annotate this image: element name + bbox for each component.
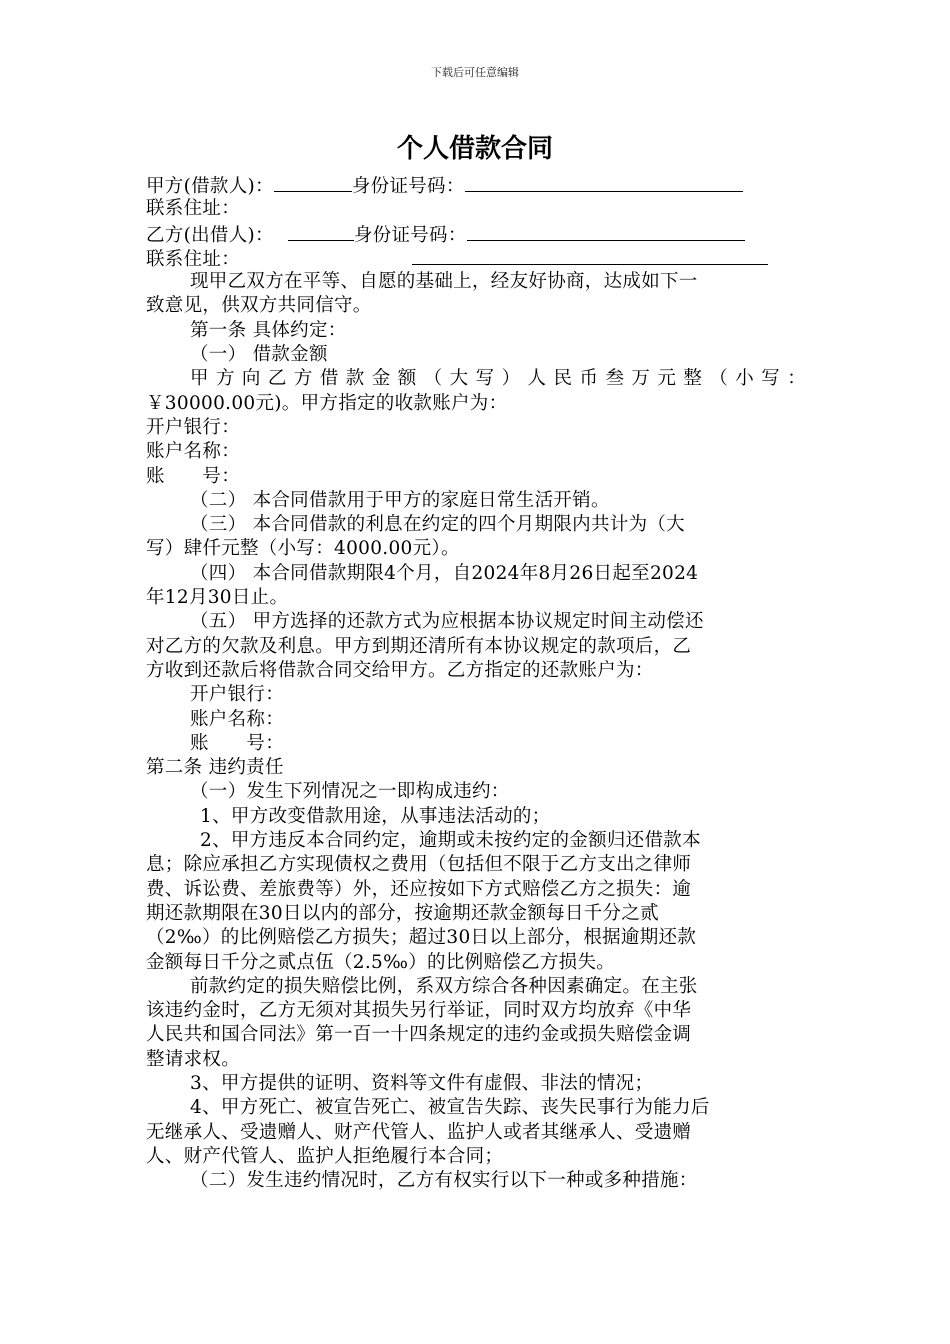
paragraph-line: 对乙方的欠款及利息。甲方到期还清所有本协议规定的款项后，乙: [146, 635, 692, 657]
address-2-label: 联系住址：: [146, 248, 241, 270]
field-label: 账 号：: [190, 732, 285, 754]
party-a-id-label: 身份证号码：: [351, 176, 465, 197]
paragraph-line: 甲方向乙方借款金额（大写）人民币叁万元整（小写：: [190, 368, 806, 390]
paragraph-line: 写）肆仟元整（小写：4000.00元）。: [146, 538, 460, 560]
paragraph-line: 金额每日千分之贰点伍（2.5‰）的比例赔偿乙方损失。: [146, 951, 616, 973]
party-a-id-blank: [465, 173, 743, 192]
address-line-1: 联系住址：: [146, 198, 241, 220]
paragraph-line: 无继承人、受遗赠人、财产代管人、监护人或者其继承人、受遗赠: [146, 1121, 692, 1143]
paragraph-line: 现甲乙双方在平等、自愿的基础上，经友好协商，达成如下一: [190, 271, 698, 293]
field-label: 开户银行：: [146, 416, 241, 438]
paragraph-line: 期还款期限在30日以内的部分，按逾期还款金额每日千分之贰: [146, 902, 659, 924]
section-heading: （二）发生违约情况时，乙方有权实行以下一种或多种措施：: [190, 1170, 698, 1192]
list-item: 3、甲方提供的证明、资料等文件有虚假、非法的情况；: [190, 1072, 654, 1094]
paragraph-line: 方收到还款后将借款合同交给甲方。乙方指定的还款账户为：: [146, 659, 654, 681]
party-b-label: 乙方(出借人)：: [146, 224, 274, 246]
party-a-line: [146, 173, 806, 197]
paragraph-line: 费、诉讼费、差旅费等）外，还应按如下方式赔偿乙方之损失：逾: [146, 878, 692, 900]
paragraph-line: 前款约定的损失赔偿比例，系双方综合各种因素确定。在主张: [190, 975, 698, 997]
party-b-id-label: 身份证号码：: [353, 224, 467, 246]
party-a-name-blank: [274, 173, 352, 192]
field-label: 开户银行：: [190, 684, 285, 706]
field-label: 账 号：: [146, 465, 241, 487]
address-line-2: [146, 246, 806, 270]
list-item: 1、甲方改变借款用途，从事违法活动的；: [200, 805, 551, 827]
paragraph-line: 年12月30日止。: [146, 587, 289, 609]
address-2-blank: [412, 246, 768, 265]
paragraph-line: 息；除应承担乙方实现债权之费用（包括但不限于乙方支出之律师: [146, 854, 692, 876]
paragraph-line: （三） 本合同借款的利息在约定的四个月期限内共计为（大: [190, 514, 685, 536]
document-title: 个人借款合同: [396, 134, 553, 164]
party-b-line: [146, 222, 806, 246]
list-item: 2、甲方违反本合同约定，逾期或未按约定的金额归还借款本: [200, 830, 701, 852]
article-heading: 第二条 违约责任: [146, 757, 284, 779]
paragraph-line: 该违约金时，乙方无须对其损失另行举证，同时双方均放弃《中华: [146, 1000, 692, 1022]
document-body: [146, 173, 806, 1193]
party-b-name-blank: [288, 222, 354, 241]
paragraph-line: ￥30000.00元)。甲方指定的收款账户为：: [146, 392, 508, 414]
section-heading: （一） 借款金额: [190, 344, 328, 366]
list-item: 4、甲方死亡、被宣告死亡、被宣告失踪、丧失民事行为能力后: [190, 1097, 710, 1119]
section-heading: （一）发生下列情况之一即构成违约：: [190, 781, 510, 803]
paragraph-line: 整请求权。: [146, 1048, 241, 1070]
paragraph-line: 致意见，供双方共同信守。: [146, 295, 372, 317]
paragraph-line: （2‰）的比例赔偿乙方损失；超过30日以上部分，根据逾期还款: [146, 927, 697, 949]
paragraph-line: （五） 甲方选择的还款方式为应根据本协议规定时间主动偿还: [190, 611, 704, 633]
paragraph-line: 人、财产代管人、监护人拒绝履行本合同；: [146, 1145, 504, 1167]
paragraph-line: （四） 本合同借款期限4个月，自2024年8月26日起至2024: [190, 562, 699, 584]
paragraph-line: （二） 本合同借款用于甲方的家庭日常生活开销。: [190, 489, 610, 511]
field-label: 账户名称：: [190, 708, 285, 730]
paragraph-line: 人民共和国合同法》第一百一十四条规定的违约金或损失赔偿金调: [146, 1024, 692, 1046]
party-b-id-blank: [467, 222, 745, 241]
party-a-label: 甲方(借款人)：: [146, 176, 274, 197]
field-label: 账户名称：: [146, 441, 241, 463]
page-header-note: 下载后可任意编辑: [431, 66, 519, 79]
article-heading: 第一条 具体约定：: [190, 319, 347, 341]
